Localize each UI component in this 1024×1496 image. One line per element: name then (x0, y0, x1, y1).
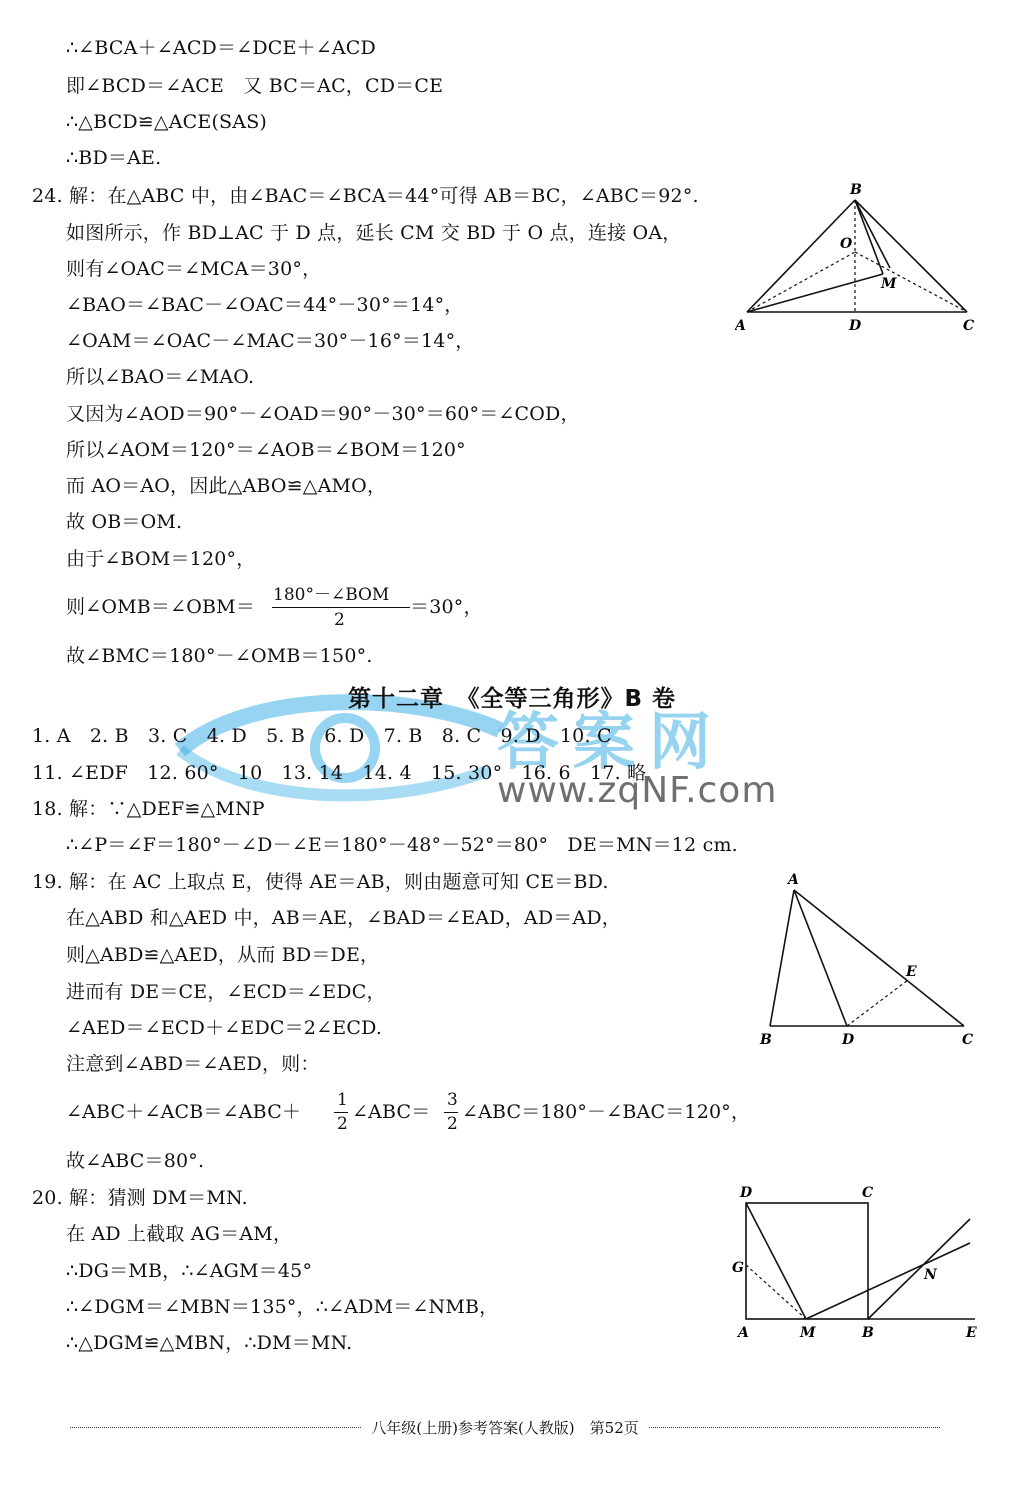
label-C: C (962, 1032, 974, 1048)
label-B: B (850, 182, 862, 198)
watermark-url: www.zqNF.com (497, 770, 778, 811)
text-line: 在 AD 上截取 AG＝AM， (66, 1223, 293, 1245)
fraction-bar (444, 1112, 458, 1113)
problem-19-heading: 19. 解：在 AC 上取点 E，使得 AE＝AB，则由题意可知 CE＝BD. (32, 871, 609, 893)
watermark-chinese-text: 答案网 (497, 705, 726, 778)
problem-24-heading: 24. 解：在△ABC 中，由∠BAC＝∠BCA＝44°可得 AB＝BC，∠ABC＝92°. (32, 185, 699, 207)
text-line: 所以∠BAO＝∠MAO. (66, 366, 255, 388)
fraction-denominator: 2 (447, 1114, 458, 1134)
text-line: ∠BAO＝∠BAC－∠OAC＝44°－30°＝14°， (66, 294, 464, 316)
section-title: 第十二章 《全等三角形》B 卷 (347, 686, 677, 712)
figure-problem-24 (735, 180, 985, 340)
text-line: ∠ABC＝180°－∠BAC＝120°， (462, 1101, 751, 1123)
text-line: ∴∠BCA＋∠ACD＝∠DCE＋∠ACD (66, 37, 376, 59)
text-line: 所以∠AOM＝120°＝∠AOB＝∠BOM＝120° (66, 439, 466, 461)
text-line: ∠ABC＋∠ACB＝∠ABC＋ (66, 1101, 302, 1123)
label-A: A (735, 318, 746, 334)
text-line: ∴DG＝MB，∴∠AGM＝45° (66, 1260, 313, 1282)
label-B: B (862, 1325, 874, 1341)
answers-row-1: 1. A 2. B 3. C 4. D 5. B 6. D 7. B 8. C 9. D 10. C (32, 725, 612, 747)
footer-dotted-rule (70, 1427, 361, 1428)
text-line: 又因为∠AOD＝90°－∠OAD＝90°－30°＝60°＝∠COD， (66, 403, 580, 425)
problem-18-heading: 18. 解：∵△DEF≌△MNP (32, 798, 265, 820)
footer-text: 八年级(上册)参考答案(人教版) 第52页 (371, 1419, 639, 1437)
page-footer (60, 1417, 950, 1438)
problem-20-heading: 20. 解：猜测 DM＝MN. (32, 1187, 248, 1209)
label-D: D (849, 318, 862, 334)
label-A: A (738, 1325, 749, 1341)
fraction-denominator: 2 (334, 610, 345, 630)
text-line: 故∠BMC＝180°－∠OMB＝150°. (66, 645, 373, 667)
label-E: E (966, 1325, 977, 1341)
text-line: 即∠BCD＝∠ACE 又 BC＝AC，CD＝CE (66, 75, 444, 97)
footer-dotted-rule (649, 1427, 940, 1428)
fraction-bar (334, 1112, 348, 1113)
label-C: C (862, 1185, 874, 1201)
answers-row-2: 11. ∠EDF 12. 60° 10 13. 14 14. 4 15. 30° 16. 6 17. 略 (32, 762, 647, 784)
text-line: 故∠ABC＝80°. (66, 1150, 205, 1172)
fraction-numerator: 180°－∠BOM (273, 585, 390, 605)
text-line: ∠ABC＝ (352, 1101, 431, 1123)
fraction-numerator: 1 (337, 1090, 348, 1110)
text-line: ∴∠P＝∠F＝180°－∠D－∠E＝180°－48°－52°＝80° DE＝MN＝12 cm. (66, 834, 738, 856)
label-M: M (800, 1325, 816, 1341)
label-D: D (740, 1185, 753, 1201)
label-G: G (732, 1260, 744, 1276)
fraction-denominator: 2 (337, 1114, 348, 1134)
label-C: C (963, 318, 975, 334)
text-line: 而 AO＝AO，因此△ABO≌△AMO， (66, 475, 387, 497)
label-B: B (760, 1032, 772, 1048)
text-line: ∠AED＝∠ECD＋∠EDC＝2∠ECD. (66, 1017, 383, 1039)
text-line: 在△ABD 和△AED 中，AB＝AE，∠BAD＝∠EAD，AD＝AD， (66, 907, 622, 929)
label-N: N (924, 1267, 937, 1283)
text-line: ＝30°， (410, 596, 483, 618)
figure-problem-20 (730, 1183, 990, 1343)
text-line: ∴∠DGM＝∠MBN＝135°，∴∠ADM＝∠NMB， (66, 1296, 499, 1318)
text-line: 如图所示，作 BD⊥AC 于 D 点，延长 CM 交 BD 于 O 点，连接 OA， (66, 222, 682, 244)
text-line: 则有∠OAC＝∠MCA＝30°， (66, 258, 322, 280)
text-line: 进而有 DE＝CE，∠ECD＝∠EDC， (66, 981, 386, 1003)
fraction-numerator: 3 (447, 1090, 458, 1110)
text-line: ∠OAM＝∠OAC－∠MAC＝30°－16°＝14°， (66, 330, 475, 352)
text-line: ∴△DGM≌△MBN，∴DM＝MN. (66, 1332, 353, 1354)
text-line: 注意到∠ABD＝∠AED，则： (66, 1053, 320, 1075)
label-D: D (842, 1032, 855, 1048)
label-M: M (881, 276, 897, 292)
figure-problem-19 (750, 868, 990, 1058)
text-line: 则△ABD≌△AED，从而 BD＝DE， (66, 944, 380, 966)
label-A: A (788, 872, 799, 888)
fraction-bar (272, 607, 410, 608)
text-line: ∴△BCD≌△ACE(SAS) (66, 111, 268, 133)
text-line: 故 OB＝OM. (66, 511, 183, 533)
label-O: O (840, 236, 853, 252)
text-line: 由于∠BOM＝120°， (66, 548, 256, 570)
label-E: E (906, 964, 917, 980)
text-line: 则∠OMB＝∠OBM＝ (66, 596, 256, 618)
text-line: ∴BD＝AE. (66, 147, 162, 169)
